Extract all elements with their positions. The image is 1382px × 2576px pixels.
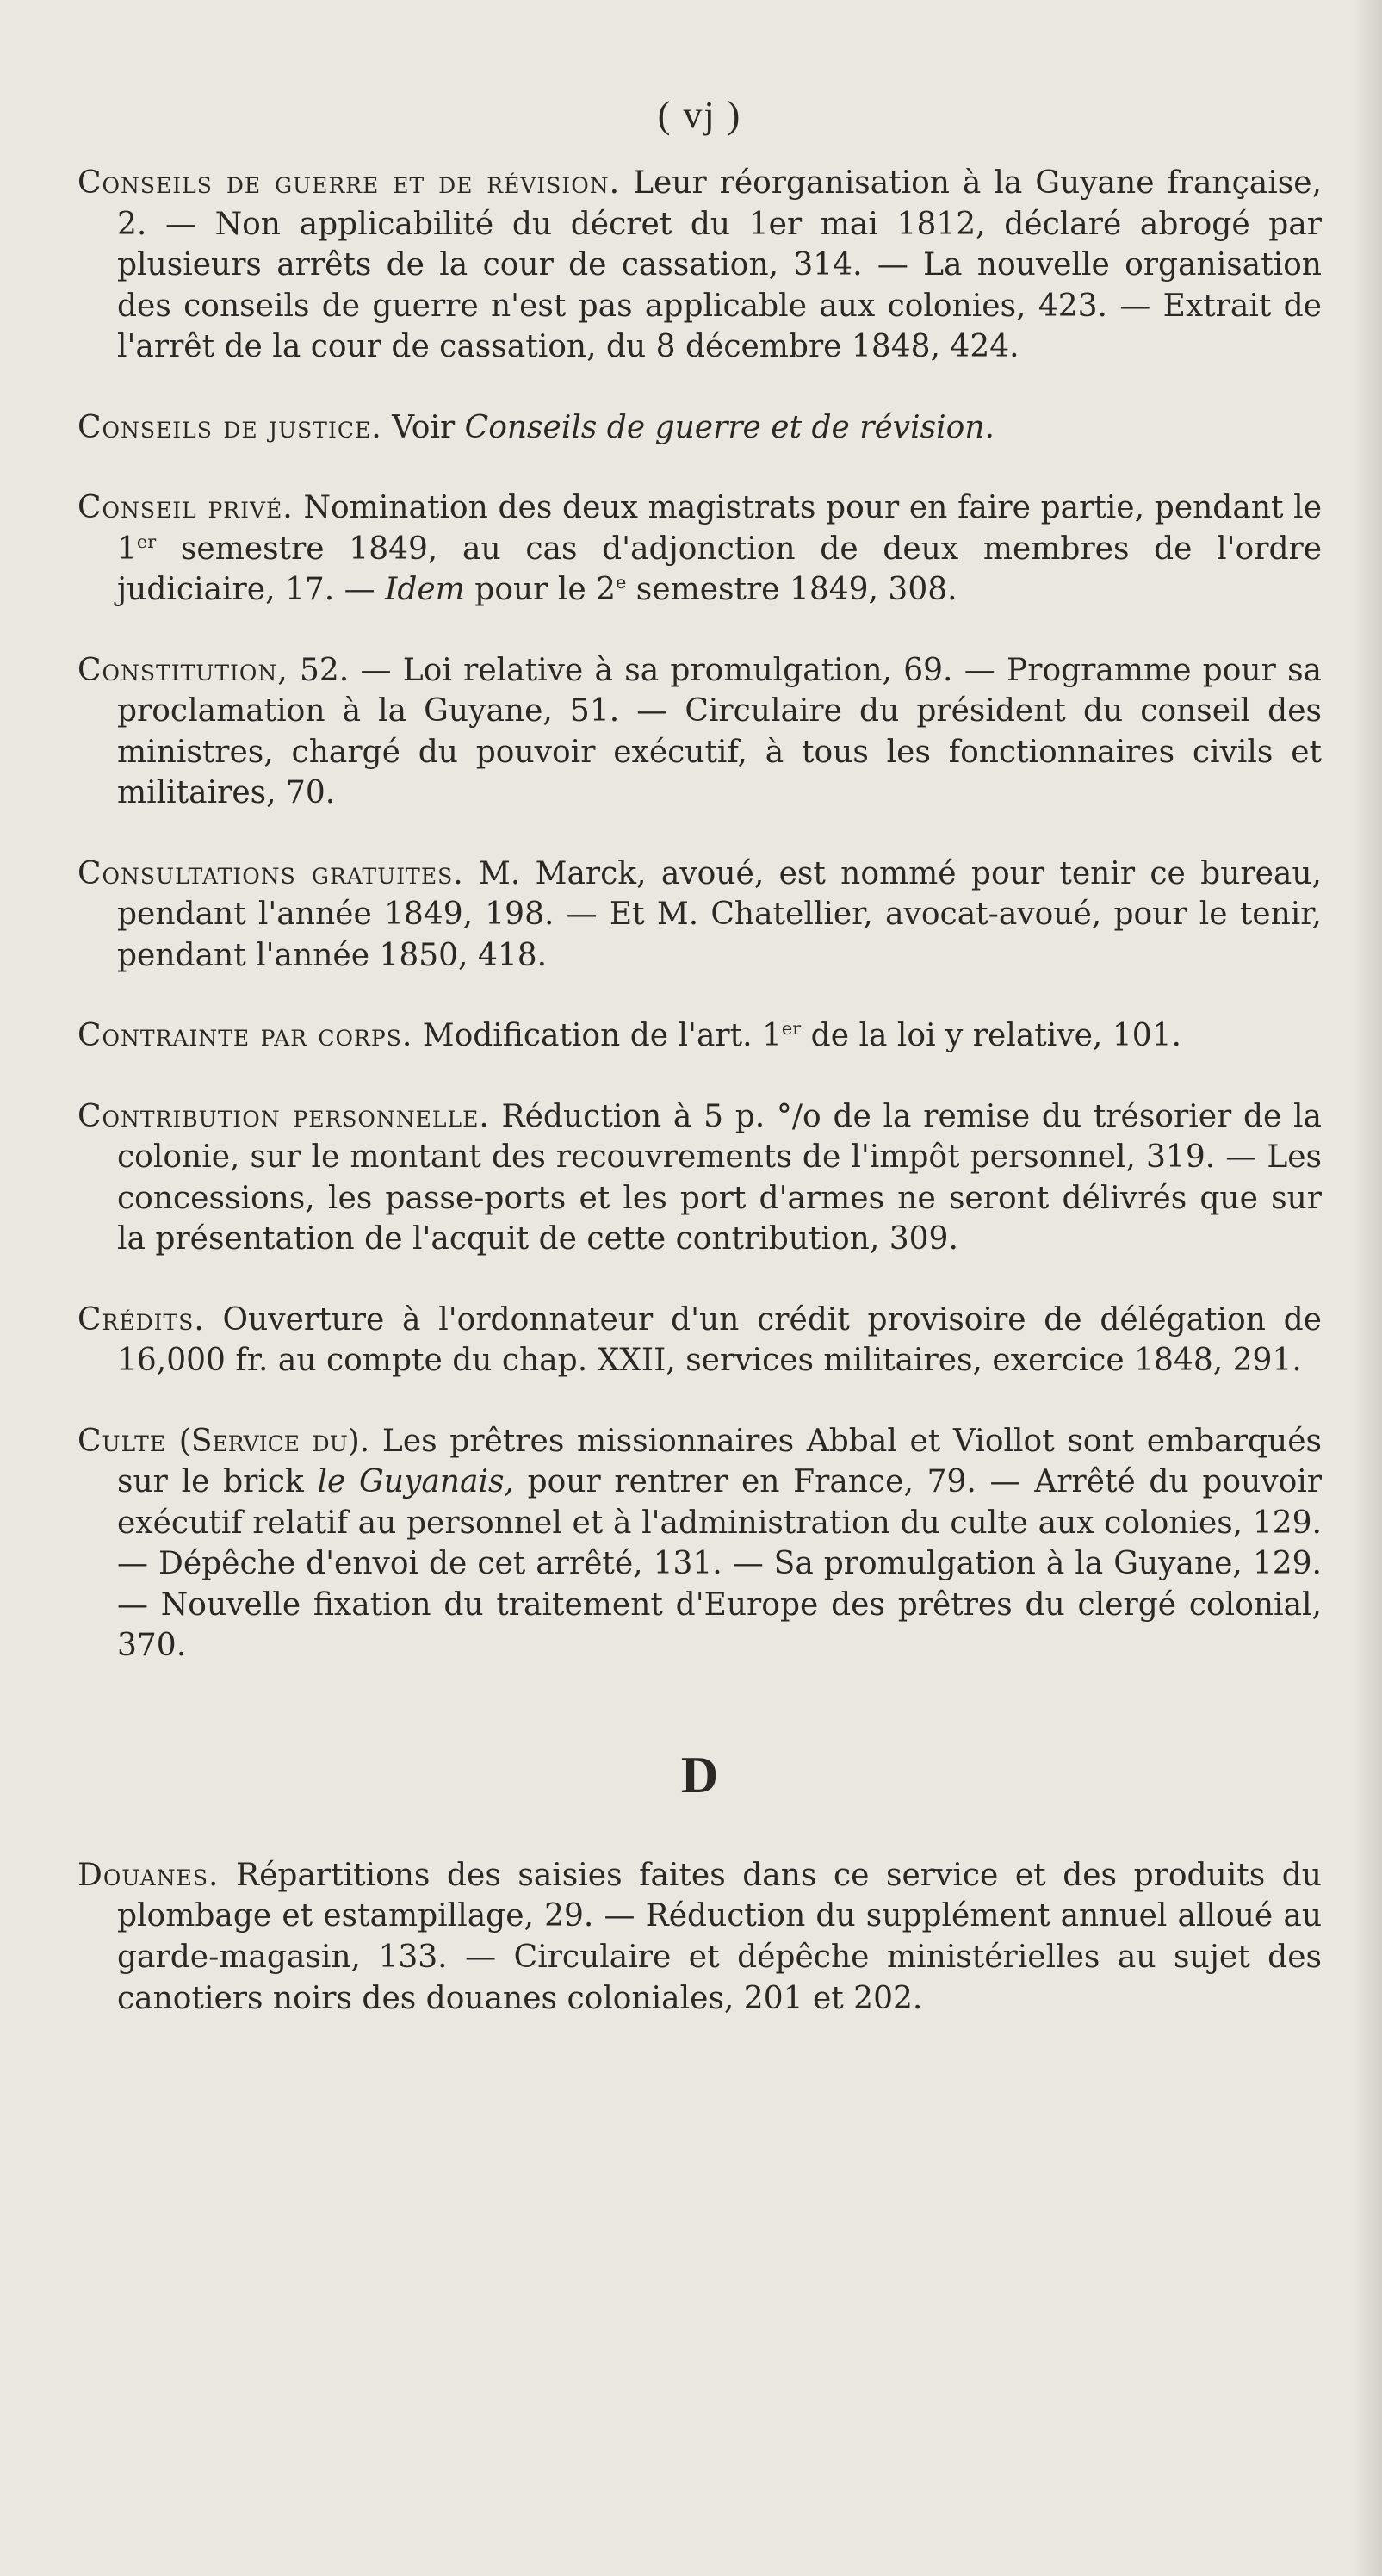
entry-text: Réduction à 5 p. °/o de la remise du trésorier de la colonie, sur le montant des recouvrements de l'impôt personnel, 319. — Les concessions, les passe-ports et les port d'armes ne seront délivrés que sur la présentation de l'acquit de cette contribution, 309. xyxy=(117,1098,1322,1257)
ship-name-italic: le Guyanais, xyxy=(317,1464,514,1500)
entry-text: Ouverture à l'ordonnateur d'un crédit provisoire de délégation de 16,000 fr. au compte du chap. XXII, services militaires, exercice 1848, 291. xyxy=(117,1301,1322,1379)
entry-heading: Consultations gratuites. xyxy=(77,855,464,891)
idem-italic: Idem xyxy=(385,572,465,608)
entry-heading: Conseil privé. xyxy=(77,490,294,526)
ordinal-superscript: e xyxy=(616,572,627,593)
entry-text: M. Marck, avoué, est nommé pour tenir ce bureau, pendant l'année 1849, 198. — Et M. Chatellier, avocat-avoué, pour le tenir, pendant l'année 1850, 418. xyxy=(117,855,1322,973)
entry-text: ( xyxy=(166,1423,191,1459)
ordinal-superscript: er xyxy=(136,531,157,552)
entry-text: Modification de l'art. 1 xyxy=(412,1018,782,1054)
index-entry-constitution xyxy=(77,650,1322,814)
entry-text: 52. — Loi relative à sa promulgation, 69. — Programme pour sa proclamation à la Guyane, 51. — Circulaire du président du conseil des ministres, chargé du pouvoir exécutif, à tous les fonctionnaires civils et militaires, 70. xyxy=(117,652,1322,811)
entry-text: Voir xyxy=(381,409,465,445)
entry-heading: Culte xyxy=(77,1423,167,1459)
page-number: ( vj ) xyxy=(657,94,742,136)
entry-heading: Contribution personnelle. xyxy=(77,1098,490,1134)
entry-heading: Conseils de guerre et de révision. xyxy=(77,165,621,201)
entry-text: ). Les prêtres missionnaires Abbal et Viollot sont embarqués sur le brick xyxy=(117,1423,1322,1500)
entry-heading: Constitution, xyxy=(77,652,288,688)
index-entry-culte xyxy=(77,1421,1322,1667)
index-entry-douanes xyxy=(77,1855,1322,2019)
entry-text: pour rentrer en France, 79. — Arrêté du pouvoir exécutif relatif au personnel et à l'administration du culte aux colonies, 129. — Dépêche d'envoi de cet arrêté, 131. — Sa promulgation à la Guyane, 129. — Nouvelle fixation du traitement d'Europe des prêtres du clergé colonial, 370. xyxy=(117,1464,1322,1664)
index-entry-contribution-personnelle xyxy=(77,1096,1322,1260)
page-edge-shadow xyxy=(1353,0,1382,2576)
entry-heading: Crédits. xyxy=(77,1301,205,1338)
entry-text: de la loi y relative, 101. xyxy=(801,1018,1181,1054)
entry-heading: Douanes. xyxy=(77,1857,220,1893)
index-entry-contrainte-par-corps xyxy=(77,1015,1322,1057)
entry-heading: Conseils de justice. xyxy=(77,409,382,445)
section-letter: D xyxy=(680,1746,719,1803)
cross-reference: Conseils de guerre et de révision. xyxy=(464,409,995,445)
index-entry-conseils-de-justice xyxy=(77,407,1322,449)
index-entry-conseils-de-guerre xyxy=(77,163,1322,368)
ordinal-superscript: er xyxy=(781,1018,802,1040)
entry-heading: Contrainte par corps. xyxy=(77,1018,413,1054)
entry-text: Leur réorganisation à la Guyane française, 2. — Non applicabilité du décret du 1er mai 1812, déclaré abrogé par plusieurs arrêts de la cour de cassation, 314. — La nouvelle organisation des conseils de guerre n'est pas applicable aux colonies, 423. — Extrait de l'arrêt de la cour de cassation, du 8 décembre 1848, 424. xyxy=(117,165,1322,365)
entry-subheading: Service du xyxy=(190,1423,348,1459)
entry-text: Répartitions des saisies faites dans ce service et des produits du plombage et estampillage, 29. — Réduction du supplément annuel alloué au garde-magasin, 133. — Circulaire et dépêche ministérielles au sujet des canotiers noirs des douanes coloniales, 201 et 202. xyxy=(117,1857,1322,2016)
entry-text: semestre 1849, 308. xyxy=(626,572,957,608)
index-entry-conseil-prive xyxy=(77,487,1322,611)
index-entry-consultations-gratuites xyxy=(77,853,1322,977)
entry-text: Nomination des deux magistrats pour en faire partie, pendant le 1 xyxy=(117,490,1323,567)
entry-text: pour le 2 xyxy=(464,572,616,608)
entry-text: semestre 1849, au cas d'adjonction de deux membres de l'ordre judiciaire, 17. — xyxy=(117,531,1322,608)
index-entry-credits xyxy=(77,1300,1322,1381)
